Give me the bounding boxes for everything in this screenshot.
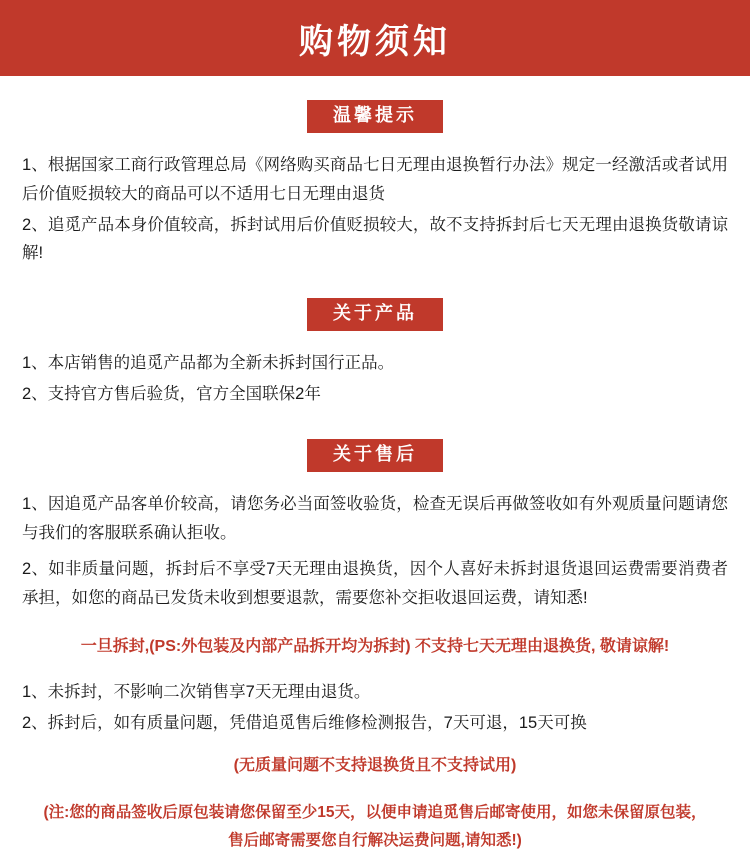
no-quality-issue-text: (无质量问题不支持退换货且不支持试用) — [233, 757, 517, 775]
section-label-warm-tips: 温馨提示 — [307, 100, 443, 133]
section-label-after-sales: 关于售后 — [307, 439, 443, 472]
spacer — [22, 738, 728, 752]
section-body-about-product — [0, 349, 750, 409]
opened-warning-text: 一旦拆封,(PS:外包装及内部产品拆开均为拆封) 不支持七天无理由退换货, 敬请谅解! — [80, 638, 670, 656]
section-body-after-sales — [0, 490, 750, 614]
section-label-about-product-wrap — [0, 298, 750, 331]
notice-paragraph: 1、根据国家工商行政管理总局《网络购买商品七日无理由退换暂行办法》规定一经激活或者试用后价值贬损较大的商品可以不适用七日无理由退货 — [22, 155, 728, 203]
page-header — [0, 0, 750, 76]
after-sales-rules — [0, 678, 750, 738]
notice-paragraph: 1、因追觅产品客单价较高，请您务必当面签收验货，检查无误后再做签收如有外观质量问题请您与我们的客服联系确认拒收。 — [22, 494, 728, 542]
section-body-warm-tips — [0, 151, 750, 269]
opened-warning-block — [0, 633, 750, 660]
section-label-about-product: 关于产品 — [307, 298, 443, 331]
keep-package-text: (注:您的商品签收后原包装请您保留至少15天，以便申请追觅售后邮寄使用，如您未保留原包装，售后邮寄需要您自行解决运费问题,请知悉!) — [43, 804, 707, 850]
notice-paragraph: 1、本店销售的追觅产品都为全新未拆封国行正品。 — [22, 354, 395, 373]
spacer — [22, 779, 728, 799]
notice-paragraph: 2、追觅产品本身价值较高，拆封试用后价值贬损较大，故不支持拆封后七天无理由退换货敬请谅解! — [22, 215, 728, 263]
notice-paragraph: 1、未拆封，不影响二次销售享7天无理由退货。 — [22, 683, 371, 702]
keep-package-block — [0, 779, 750, 855]
no-quality-issue-block — [0, 738, 750, 779]
page-title: 购物须知 — [299, 22, 451, 61]
section-label-warm-tips-wrap — [0, 100, 750, 133]
section-label-after-sales-wrap — [0, 439, 750, 472]
notice-paragraph: 2、如非质量问题，拆封后不享受7天无理由退换货，因个人喜好未拆封退货退回运费需要消费者承担，如您的商品已发货未收到想要退款，需要您补交拒收退回运费，请知悉! — [22, 560, 728, 608]
notice-paragraph: 2、支持官方售后验货，官方全国联保2年 — [22, 384, 321, 403]
spacer — [22, 547, 728, 555]
notice-paragraph: 2、拆封后，如有质量问题，凭借追觅售后维修检测报告，7天可退，15天可换 — [22, 714, 587, 733]
